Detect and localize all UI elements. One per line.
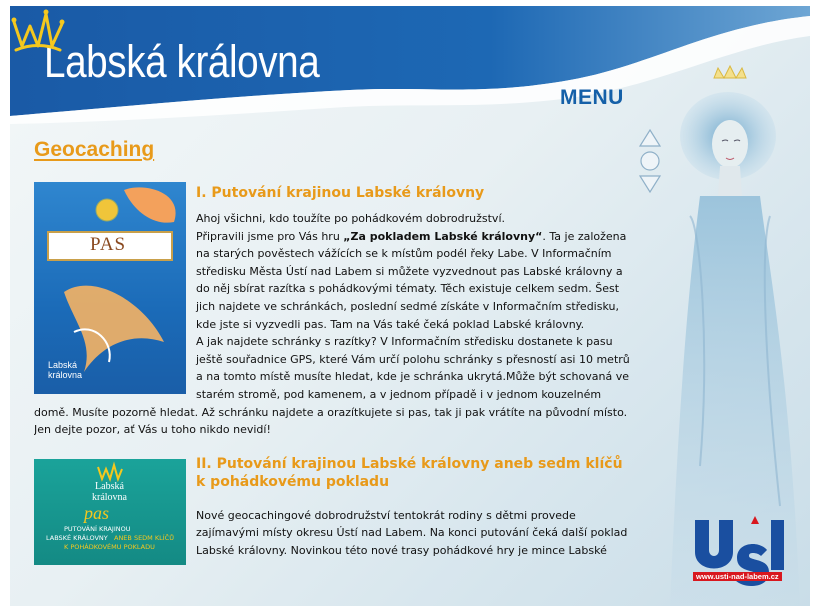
section-2-title: II. Putování krajinou Labské královny aneb sedm klíčů k pohádkovému pokladu bbox=[196, 455, 623, 490]
pas-book-pas: pas bbox=[84, 502, 110, 523]
pas-book-sub2: LABSKÉ KRÁLOVNY bbox=[46, 533, 108, 542]
page-title: Geocaching bbox=[34, 138, 155, 161]
section-1 bbox=[34, 172, 634, 439]
pas-book-brand: Labská královna bbox=[92, 480, 127, 503]
passport-brand-label: Labská královna bbox=[48, 360, 83, 380]
scroll-position-icon[interactable] bbox=[638, 150, 662, 172]
section-2 bbox=[34, 439, 634, 560]
text-span: Připravili jsme pro Vás hru bbox=[196, 229, 344, 243]
main-content bbox=[34, 138, 634, 606]
scroll-up-icon[interactable] bbox=[638, 128, 662, 148]
scroll-controls bbox=[638, 128, 664, 198]
game-title: „Za pokladem Labské královny“ bbox=[343, 229, 543, 243]
section-1-title: I. Putování krajinou Labské královny bbox=[196, 185, 485, 201]
pas-book-sub1: PUTOVÁNÍ KRAJINOU bbox=[64, 524, 131, 533]
page-frame bbox=[10, 6, 810, 606]
section-1-paragraph-1: Ahoj všichni, kdo toužíte po pohádkovém dobrodružství. bbox=[196, 212, 505, 225]
website-link[interactable]: www.usti-nad-labem.cz bbox=[693, 572, 782, 581]
pas-book-sub4: K POHÁDKOVÉMU POKLADU bbox=[64, 542, 155, 551]
section-2-paragraph-1: Nové geocachingové dobrodružství tentokrát rodiny s dětmi provede zajímavými místy okresu Ústí nad Labem. Na konci putování čeká další poklad Labské královny. Novinkou této nové trasy pohádkové hry je mince Labské bbox=[196, 508, 628, 557]
pas-book-sub3: ANEB SEDM KLÍČŮ bbox=[114, 533, 174, 542]
pas-book-image[interactable] bbox=[34, 459, 186, 565]
logo-text: Labská královna bbox=[44, 36, 320, 87]
crown-icon bbox=[10, 6, 66, 60]
scroll-down-icon[interactable] bbox=[638, 174, 662, 194]
passport-pas-label: PAS bbox=[90, 234, 127, 255]
section-1-paragraph-3: A jak najdete schránky s razítky? V Informačním středisku dostanete k pasu ještě souřadnice GPS, které Vám určí polohu schránky s přesností asi 10 metrů a na tomto místě musíte hledat, kde je schránka ukrytá.Může být schovaná ve starém stromě, pod kamenem, a v jednom případě i v jednom kouzelném domě. Musíte pozorně hledat. Až schránku najdete a orazítkujete si pas, tak ji pak vrátíte na původní místo. Jen dejte pozor, ať Vás u toho nikdo nevidí! bbox=[34, 335, 630, 437]
usti-logo[interactable] bbox=[685, 514, 795, 594]
passport-image[interactable] bbox=[34, 182, 186, 394]
text-span: . Ta je založena na starých pověstech vážících se k místům podél řeky Labe. V Informačním středisku Města Ústí nad Labem si můžete vyzvednout pas Labské královny a do něj sbírat razítka s pohádkovými tématy. Těch existuje celkem sedm. Šest jich najdete ve schránkách, poslední sedmé získáte v Informačním středisku, kde jste si vyzvedli pas. Tam na Vás také čeká poklad Labské královny. bbox=[196, 229, 627, 331]
menu-button[interactable]: MENU bbox=[560, 86, 624, 109]
